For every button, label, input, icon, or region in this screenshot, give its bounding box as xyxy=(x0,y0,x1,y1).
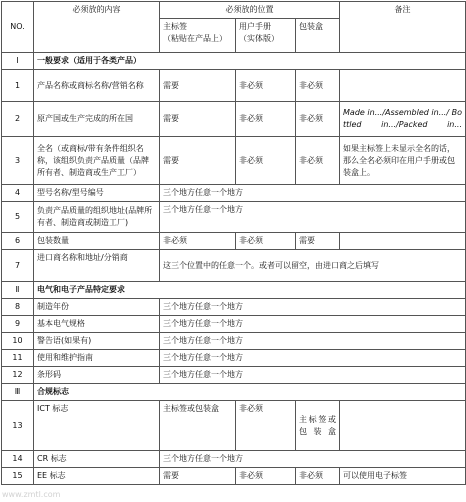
row-position-merged: 这三个位置中的任意一个。或者可以留空，由进口商之后填写 xyxy=(160,250,466,282)
table-row xyxy=(2,468,466,485)
section-title: 合规标志 xyxy=(34,384,466,401)
row-content: EE 标志 xyxy=(34,468,160,485)
row-position-merged: 三个地方任意一个地方 xyxy=(160,316,466,333)
row-packaging-box: 需要 xyxy=(296,233,340,250)
section-roman: Ⅲ xyxy=(2,384,34,401)
table-row xyxy=(2,367,466,384)
row-number: 6 xyxy=(2,233,34,250)
row-number: 14 xyxy=(2,451,34,468)
watermark: www.zmtl.com xyxy=(2,490,61,499)
row-remark: 可以使用电子标签 xyxy=(340,468,466,485)
table-row xyxy=(2,250,466,282)
header-position: 必须放的位置 xyxy=(160,2,340,19)
row-main-label: 需要 xyxy=(160,468,236,485)
table-row xyxy=(2,401,466,451)
row-number: 5 xyxy=(2,202,34,233)
row-number: 13 xyxy=(2,401,34,451)
row-packaging-box: 非必须 xyxy=(296,70,340,102)
row-content: 原产国或生产完成的所在国 xyxy=(34,102,160,137)
row-number: 15 xyxy=(2,468,34,485)
row-position-merged: 三个地方任意一个地方 xyxy=(160,299,466,316)
row-position-merged: 三个地方任意一个地方 xyxy=(160,185,466,202)
row-main-label: 需要 xyxy=(160,137,236,185)
row-user-manual: 非必须 xyxy=(236,137,296,185)
table-row xyxy=(2,333,466,350)
row-content: ICT 标志 xyxy=(34,401,160,451)
table-row xyxy=(2,202,466,233)
row-number: 12 xyxy=(2,367,34,384)
row-main-label: 主标签或包装盒 xyxy=(160,401,236,451)
row-position-merged: 三个地方任意一个地方 xyxy=(160,367,466,384)
row-packaging-box: 非必须 xyxy=(296,137,340,185)
header-no: NO. xyxy=(2,2,34,53)
row-main-label: 非必须 xyxy=(160,233,236,250)
row-position-merged: 三个地方任意一个地方 xyxy=(160,202,466,233)
section-roman: Ⅰ xyxy=(2,53,34,70)
row-packaging-box: 非必须 xyxy=(296,102,340,137)
row-number: 1 xyxy=(2,70,34,102)
section-title: 一般要求（适用于各类产品） xyxy=(34,53,466,70)
table-row xyxy=(2,102,466,137)
row-packaging-box: 非必须 xyxy=(296,468,340,485)
row-number: 4 xyxy=(2,185,34,202)
row-user-manual: 非必须 xyxy=(236,401,296,451)
row-remark: 如果主标签上未显示全名的话，那么全名必须印在用户手册或包装盒上。 xyxy=(340,137,466,185)
header-user-manual: 用户手册 （实体版） xyxy=(236,19,296,53)
row-content: 包装数量 xyxy=(34,233,160,250)
row-user-manual: 非必须 xyxy=(236,102,296,137)
row-number: 10 xyxy=(2,333,34,350)
row-position-merged: 三个地方任意一个地方 xyxy=(160,333,466,350)
row-remark: Made in.../Assembled in.../ Bottled in.../Packed in... xyxy=(340,102,466,137)
table-row xyxy=(2,137,466,185)
header-content: 必须放的内容 xyxy=(34,2,160,53)
section-row xyxy=(2,53,466,70)
table-row xyxy=(2,70,466,102)
row-position-merged: 三个地方任意一个地方 xyxy=(160,350,466,367)
row-user-manual: 非必须 xyxy=(236,468,296,485)
row-content: 条形码 xyxy=(34,367,160,384)
header-remark: 备注 xyxy=(340,2,466,53)
header-main-label: 主标签 （粘贴在产品上） xyxy=(160,19,236,53)
row-number: 2 xyxy=(2,102,34,137)
row-number: 8 xyxy=(2,299,34,316)
row-number: 11 xyxy=(2,350,34,367)
row-main-label: 需要 xyxy=(160,102,236,137)
row-content: 全名（或商标/带有条件组织名称，该组织负责产品质量（品牌所有者、制造商或生产工厂） xyxy=(34,137,160,185)
table-row xyxy=(2,316,466,333)
row-remark xyxy=(340,70,466,102)
section-roman: Ⅱ xyxy=(2,282,34,299)
section-title: 电气和电子产品特定要求 xyxy=(34,282,466,299)
row-content: 使用和维护指南 xyxy=(34,350,160,367)
header-packaging-box: 包装盒 xyxy=(296,19,340,53)
table-row xyxy=(2,451,466,468)
row-number: 3 xyxy=(2,137,34,185)
row-content: 型号名称/型号编号 xyxy=(34,185,160,202)
row-number: 9 xyxy=(2,316,34,333)
requirements-table xyxy=(1,1,466,485)
row-user-manual: 非必须 xyxy=(236,70,296,102)
row-remark xyxy=(340,401,466,451)
table-header-row xyxy=(2,2,466,19)
row-position-merged: 三个地方任意一个地方 xyxy=(160,451,466,468)
table-row xyxy=(2,350,466,367)
row-packaging-box: 主标签或包装盒 xyxy=(296,401,340,451)
row-content: 产品名称或商标名称/营销名称 xyxy=(34,70,160,102)
section-row xyxy=(2,384,466,401)
row-content: 警告语(如果有) xyxy=(34,333,160,350)
row-content: 基本电气规格 xyxy=(34,316,160,333)
table-row xyxy=(2,185,466,202)
row-content: 负责产品质量的组织地址(品牌所有者、制造商或制造工厂) xyxy=(34,202,160,233)
row-user-manual: 非必须 xyxy=(236,233,296,250)
row-content: CR 标志 xyxy=(34,451,160,468)
row-content: 制造年份 xyxy=(34,299,160,316)
row-number: 7 xyxy=(2,250,34,282)
row-remark xyxy=(340,233,466,250)
row-main-label: 需要 xyxy=(160,70,236,102)
table-row xyxy=(2,299,466,316)
table-row xyxy=(2,233,466,250)
section-row xyxy=(2,282,466,299)
row-content: 进口商名称和地址/分销商 xyxy=(34,250,160,282)
